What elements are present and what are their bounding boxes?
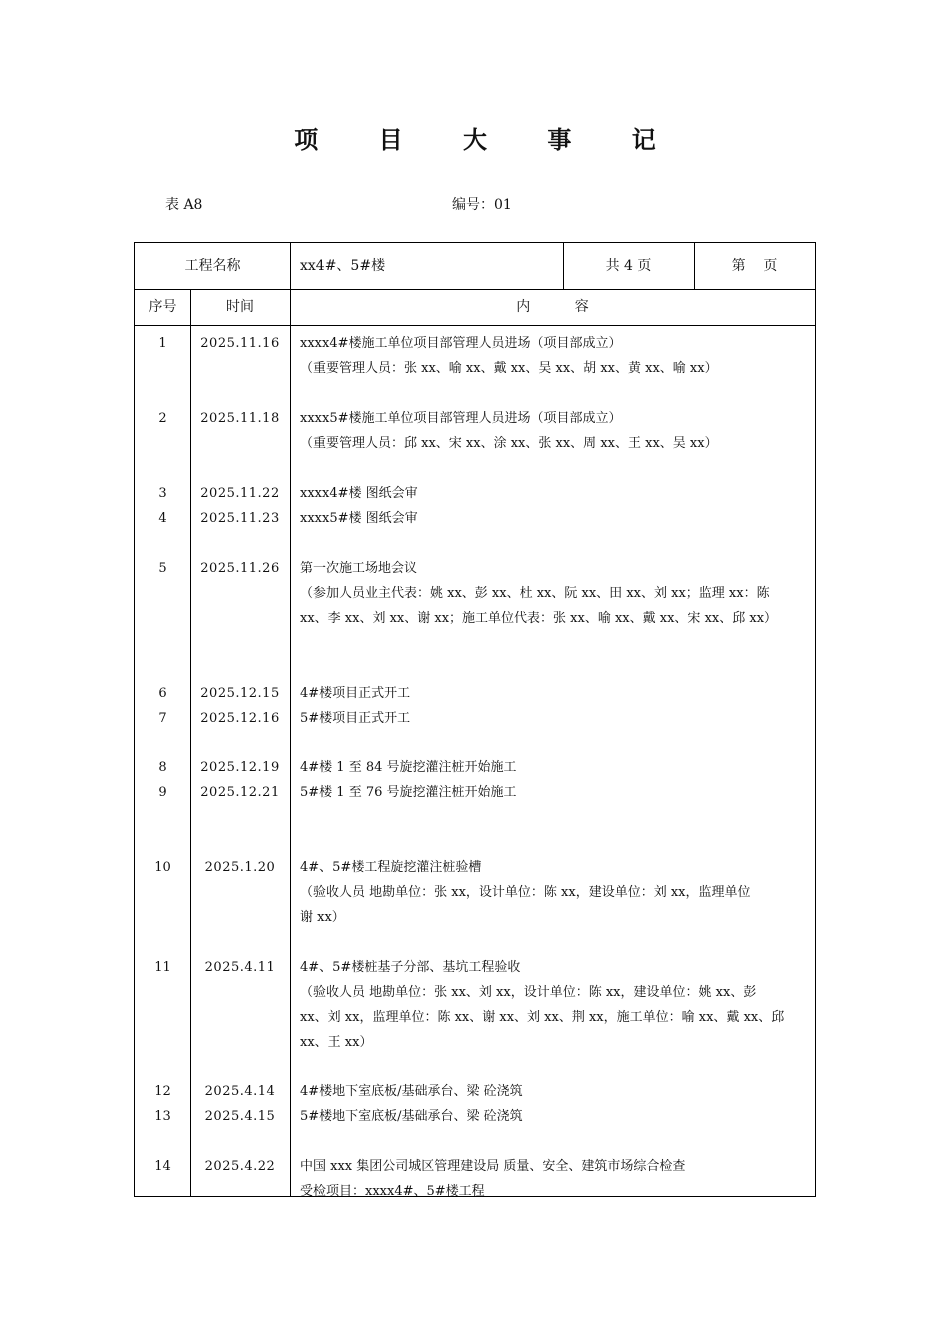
row-number: 5 bbox=[158, 561, 167, 576]
divider bbox=[290, 243, 291, 289]
content-line: xxxx4#楼 图纸会审 bbox=[300, 486, 418, 501]
row-date: 2025.11.26 bbox=[200, 561, 280, 576]
row-date: 2025.12.15 bbox=[200, 686, 280, 701]
time-column-header: 时间 bbox=[226, 299, 254, 315]
content-line: （参加人员业主代表：姚 xx、彭 xx、杜 xx、阮 xx、田 xx、刘 xx；监理 xx：陈 bbox=[300, 586, 770, 601]
row-number: 2 bbox=[158, 411, 167, 426]
row-number: 8 bbox=[158, 760, 167, 775]
serial-number: 编号：01 bbox=[452, 197, 512, 213]
project-name-value: xx4#、5#楼 bbox=[300, 258, 386, 274]
total-pages: 共 4 页 bbox=[605, 258, 652, 274]
content-line: xxxx5#楼施工单位项目部管理人员进场（项目部成立） bbox=[300, 411, 622, 426]
content-line: （重要管理人员：张 xx、喻 xx、戴 xx、吴 xx、胡 xx、黄 xx、喻 xx） bbox=[300, 361, 718, 376]
content-column-header: 内 容 bbox=[516, 299, 589, 315]
row-content bbox=[300, 780, 808, 805]
row-date: 2025.4.15 bbox=[204, 1109, 276, 1124]
content-line: 5#楼地下室底板/基础承台、梁 砼浇筑 bbox=[300, 1109, 523, 1124]
project-name-label: 工程名称 bbox=[184, 258, 241, 274]
content-line: 5#楼 1 至 76 号旋挖灌注桩开始施工 bbox=[300, 785, 517, 800]
row-content bbox=[300, 955, 808, 1055]
row-number: 7 bbox=[158, 711, 167, 726]
row-content bbox=[300, 1079, 808, 1104]
row-date: 2025.4.22 bbox=[204, 1159, 276, 1174]
form-number: 表 A8 bbox=[165, 197, 203, 213]
row-number: 12 bbox=[154, 1084, 171, 1099]
row-date: 2025.4.14 bbox=[204, 1084, 276, 1099]
row-content bbox=[300, 406, 808, 456]
content-line: xx、刘 xx，监理单位：陈 xx、谢 xx、刘 xx、荆 xx，施工单位：喻 xx、戴 xx、邱 bbox=[300, 1010, 785, 1025]
row-content bbox=[300, 706, 808, 731]
content-line: xx、李 xx、刘 xx、谢 xx；施工单位代表：张 xx、喻 xx、戴 xx、宋 xx、邱 xx） bbox=[300, 611, 778, 626]
row-date: 2025.4.11 bbox=[204, 960, 276, 975]
row-number: 9 bbox=[158, 785, 167, 800]
row-content bbox=[300, 1154, 808, 1204]
row-number: 14 bbox=[154, 1159, 171, 1174]
content-line: （验收人员 地勘单位：张 xx，设计单位：陈 xx，建设单位：刘 xx，监理单位 bbox=[300, 885, 751, 900]
row-number: 10 bbox=[154, 860, 171, 875]
content-line: 5#楼项目正式开工 bbox=[300, 711, 411, 726]
content-line: （重要管理人员：邱 xx、宋 xx、涂 xx、张 xx、周 xx、王 xx、吴 xx） bbox=[300, 436, 718, 451]
event-rows bbox=[135, 325, 815, 1199]
content-line: xxxx4#楼施工单位项目部管理人员进场（项目部成立） bbox=[300, 336, 622, 351]
content-line: 中国 xxx 集团公司城区管理建设局 质量、安全、建筑市场综合检查 bbox=[300, 1159, 686, 1174]
row-date: 2025.11.18 bbox=[200, 411, 280, 426]
page-number: 第 页 bbox=[731, 258, 778, 274]
seq-column-header: 序号 bbox=[148, 299, 177, 315]
row-date: 2025.11.16 bbox=[200, 336, 280, 351]
row-number: 4 bbox=[158, 511, 167, 526]
row-date: 2025.11.23 bbox=[200, 511, 280, 526]
row-date: 2025.12.19 bbox=[200, 760, 280, 775]
row-number: 1 bbox=[158, 336, 167, 351]
content-line: 4#、5#楼桩基子分部、基坑工程验收 bbox=[300, 960, 521, 975]
content-line: 4#楼 1 至 84 号旋挖灌注桩开始施工 bbox=[300, 760, 517, 775]
row-number: 11 bbox=[154, 960, 171, 975]
row-date: 2025.1.20 bbox=[204, 860, 276, 875]
content-line: 第一次施工场地会议 bbox=[300, 561, 418, 576]
row-content bbox=[300, 481, 808, 506]
row-content bbox=[300, 855, 808, 930]
content-line: 4#楼项目正式开工 bbox=[300, 686, 411, 701]
row-content bbox=[300, 556, 808, 631]
row-number: 6 bbox=[158, 686, 167, 701]
content-line: xx、王 xx） bbox=[300, 1035, 373, 1050]
content-line: 谢 xx） bbox=[300, 910, 345, 925]
row-number: 3 bbox=[158, 486, 167, 501]
event-record-table bbox=[134, 242, 816, 1197]
content-line: 4#、5#楼工程旋挖灌注桩验槽 bbox=[300, 860, 482, 875]
row-number: 13 bbox=[154, 1109, 171, 1124]
row-date: 2025.11.22 bbox=[200, 486, 280, 501]
row-date: 2025.12.16 bbox=[200, 711, 280, 726]
content-line: xxxx5#楼 图纸会审 bbox=[300, 511, 418, 526]
document-title: 项 目 大 事 记 bbox=[294, 125, 682, 154]
column-headers bbox=[135, 289, 815, 326]
row-content bbox=[300, 331, 808, 381]
row-content bbox=[300, 506, 808, 531]
table-header bbox=[135, 243, 815, 290]
content-line: （验收人员 地勘单位：张 xx、刘 xx，设计单位：陈 xx，建设单位：姚 xx、彭 bbox=[300, 985, 757, 1000]
row-content bbox=[300, 681, 808, 706]
row-content bbox=[300, 755, 808, 780]
row-content bbox=[300, 1104, 808, 1129]
content-line: 受检项目：xxxx4#、5#楼工程 bbox=[300, 1184, 485, 1199]
content-line: 4#楼地下室底板/基础承台、梁 砼浇筑 bbox=[300, 1084, 523, 1099]
row-date: 2025.12.21 bbox=[200, 785, 280, 800]
